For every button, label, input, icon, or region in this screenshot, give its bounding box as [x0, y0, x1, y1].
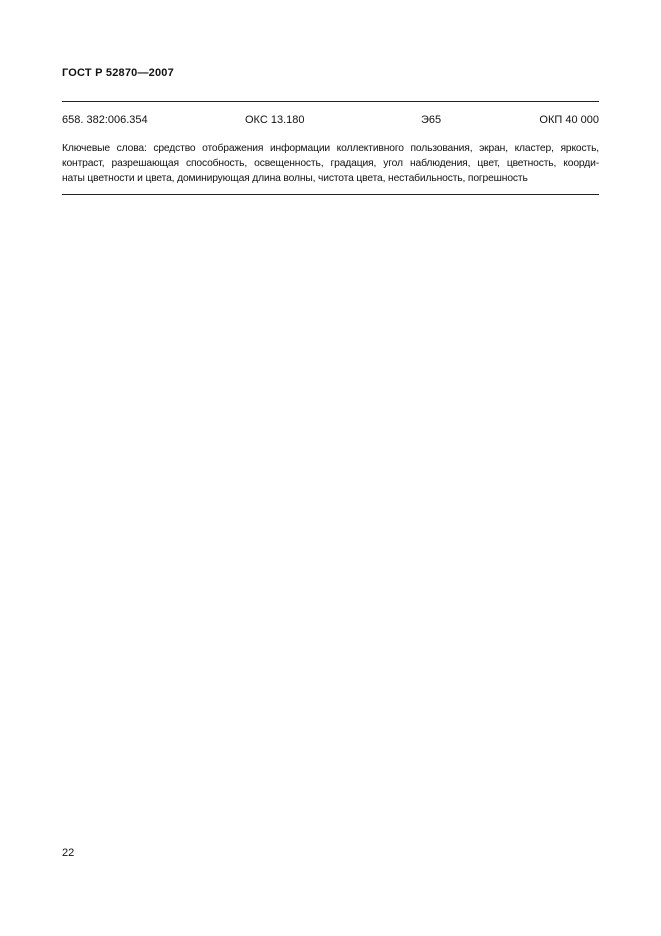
keywords-line: контраст, разрешающая способность, освещенность, градация, угол наблюдения, цвет, цветность, коорди- — [62, 158, 599, 169]
top-divider — [62, 101, 599, 102]
udc-code: 658. 382:006.354 — [62, 114, 148, 126]
group-code: Э65 — [421, 114, 442, 126]
bottom-divider — [62, 194, 599, 195]
okp-code: ОКП 40 000 — [539, 114, 599, 126]
classification-codes-row — [62, 114, 599, 128]
oks-code: ОКС 13.180 — [245, 114, 305, 126]
keywords-line: наты цветности и цвета, доминирующая длина волны, чистота цвета, нестабильность, погрешность — [62, 173, 528, 184]
document-standard-number: ГОСТ Р 52870—2007 — [62, 67, 174, 79]
keywords-line: Ключевые слова: средство отображения информации коллективного пользования, экран, кластер, яркость, — [62, 143, 599, 154]
page-number: 22 — [62, 847, 75, 859]
keywords-paragraph — [62, 141, 599, 186]
